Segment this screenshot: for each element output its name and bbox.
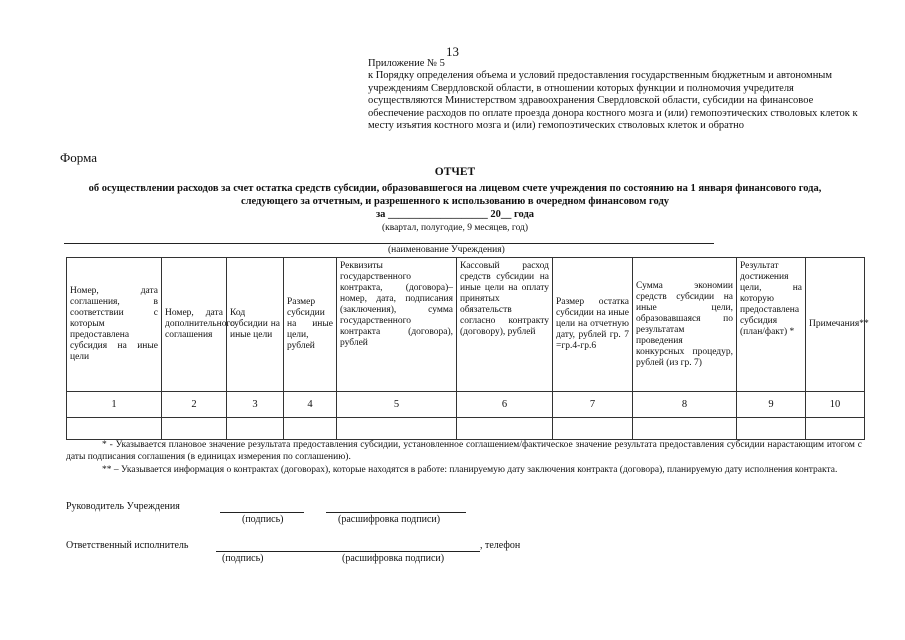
header-cell: Размер остатка субсидии на иные цели на отчетную дату, рублей гр. 7 =гр.4-гр.6 bbox=[553, 258, 633, 392]
report-table bbox=[66, 257, 869, 440]
header-cell: Номер, дата дополнительного соглашения bbox=[162, 258, 227, 392]
footnote-2 bbox=[66, 465, 862, 477]
table-cell[interactable] bbox=[227, 418, 284, 440]
column-number: 10 bbox=[806, 392, 865, 418]
column-number: 9 bbox=[737, 392, 806, 418]
head-signature-caption: (подпись) bbox=[242, 514, 284, 525]
header-cell: Результат достижения цели, на которую предоставлена субсидия (план/факт) * bbox=[737, 258, 806, 392]
column-number: 3 bbox=[227, 392, 284, 418]
head-signature-label: Руководитель Учреждения bbox=[66, 501, 180, 512]
report-period-note: (квартал, полугодие, 9 месяцев, год) bbox=[381, 223, 529, 233]
table-header-row bbox=[67, 258, 865, 392]
column-number: 5 bbox=[337, 392, 457, 418]
column-number-row bbox=[67, 392, 865, 418]
report-period-line: за ___________________ 20__ года bbox=[375, 209, 535, 220]
report-title: ОТЧЕТ bbox=[434, 166, 476, 178]
footnote-1 bbox=[66, 440, 862, 463]
appendix-text: к Порядку определения объема и условий предоставления государственным бюджетным и автономным учреждениям Свердловской области, в отношении которых функции и полномочия учредителя осуществляются Министерством здравоохранения Свердловской области, субсидии на финансовое обеспечение расходов по оплате проезда донора костного мозга и (или) гемопоэтических стволовых клеток к месту изъятия костного мозга и (или) гемопоэтических стволовых клеток и обратно bbox=[368, 70, 858, 132]
page-number: 13 bbox=[446, 44, 459, 59]
header-cell: Реквизиты государственного контракта, (договора)– номер, дата, подписания (заключения), сумма государственного контракта (договора), рублей bbox=[337, 258, 457, 392]
table-cell[interactable] bbox=[337, 418, 457, 440]
table-row bbox=[67, 418, 865, 440]
table-cell[interactable] bbox=[67, 418, 162, 440]
table-cell[interactable] bbox=[457, 418, 553, 440]
header-cell: Код субсидии на иные цели bbox=[227, 258, 284, 392]
responsible-signature-caption: (подпись) bbox=[222, 553, 264, 564]
footnote-2-text: ** – Указывается информация о контрактах (договорах), которые находятся в работе: планируемую дату заключения контракта (договора), планируемую дату исполнения контракта. bbox=[102, 465, 838, 475]
column-number: 4 bbox=[284, 392, 337, 418]
responsible-signature-line[interactable] bbox=[216, 551, 480, 552]
report-subtitle: об осуществлении расходов за счет остатка средств субсидии, образовавшегося на лицевом счете учреждения по состоянию на 1 января финансового года, следующего за отчетным, и разрешенного к использованию в очередном финансовом году bbox=[88, 183, 822, 207]
column-number: 8 bbox=[633, 392, 737, 418]
column-number: 6 bbox=[457, 392, 553, 418]
head-decoding-line[interactable] bbox=[326, 512, 466, 513]
table-cell[interactable] bbox=[553, 418, 633, 440]
header-cell: Примечания** bbox=[806, 258, 865, 392]
appendix-block bbox=[368, 58, 858, 132]
column-number: 2 bbox=[162, 392, 227, 418]
footnote-1-text: * - Указывается плановое значение результата предоставления субсидии, установленное соглашением/фактическое значение результата предоставления субсидии нарастающим итогом с даты подписания соглашения (в единицах измерения по соглашению). bbox=[66, 440, 862, 462]
institution-line[interactable] bbox=[64, 243, 714, 244]
phone-label: , телефон bbox=[480, 540, 521, 551]
header-cell: Кассовый расход средств субсидии на иные цели на оплату принятых обязательств согласно контракту (договору), рублей bbox=[457, 258, 553, 392]
table-cell[interactable] bbox=[633, 418, 737, 440]
appendix-title: Приложение № 5 bbox=[368, 58, 445, 69]
institution-label: (наименование Учреждения) bbox=[388, 245, 505, 255]
head-decoding-caption: (расшифровка подписи) bbox=[338, 514, 441, 525]
table-cell[interactable] bbox=[806, 418, 865, 440]
column-number: 7 bbox=[553, 392, 633, 418]
form-label: Форма bbox=[60, 150, 97, 165]
column-number: 1 bbox=[67, 392, 162, 418]
table-cell[interactable] bbox=[162, 418, 227, 440]
table-cell[interactable] bbox=[737, 418, 806, 440]
header-cell: Размер субсидии на иные цели, рублей bbox=[284, 258, 337, 392]
head-signature-line[interactable] bbox=[220, 512, 304, 513]
header-cell: Номер, дата соглашения, в соответствии с которым предоставлена субсидия на иные цели bbox=[67, 258, 162, 392]
responsible-signature-label: Ответственный исполнитель bbox=[66, 540, 189, 551]
header-cell: Сумма экономии средств субсидии на иные цели, образовавшаяся по результатам проведения конкурсных процедур, рублей (из гр. 7) bbox=[633, 258, 737, 392]
responsible-decoding-caption: (расшифровка подписи) bbox=[342, 553, 445, 564]
table-cell[interactable] bbox=[284, 418, 337, 440]
